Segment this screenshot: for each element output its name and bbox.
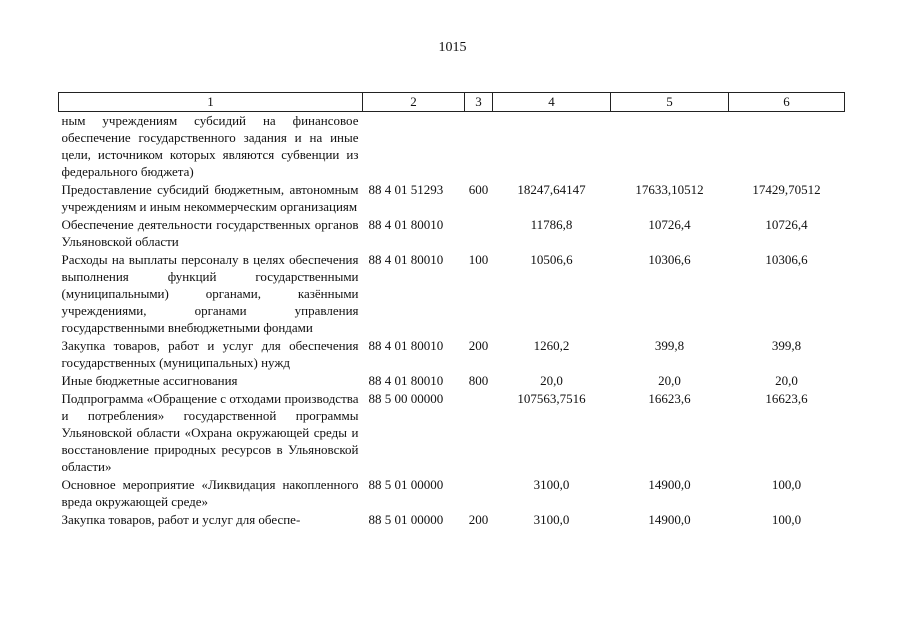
row-type [465,476,493,511]
table-row [59,511,845,529]
page-number: 1015 [438,40,467,55]
row-name: Предоставление субсидий бюджетным, автономным учреждениям и иным некоммерческим организациям [61,182,359,214]
row-name: Основное мероприятие «Ликвидация накопленного вреда окружающей среде» [61,477,359,509]
column-header-5: 5 [611,93,729,112]
row-value-4: 18247,64147 [517,182,586,197]
row-value-5 [611,112,729,182]
table-row [59,251,845,337]
row-code: 88 4 01 80010 [368,373,444,388]
row-type: 100 [468,252,489,267]
row-type [465,390,493,476]
row-value-5: 10306,6 [648,252,691,267]
table-row [59,216,845,251]
table-row [59,112,845,182]
row-name: Закупка товаров, работ и услуг для обеспечения государственных (муниципальных) нужд [61,338,359,370]
table-row [59,337,845,372]
row-code: 88 4 01 80010 [368,338,444,353]
column-header-6: 6 [729,93,845,112]
row-code: 88 5 01 00000 [368,512,444,527]
row-type: 600 [468,182,489,197]
row-name: Иные бюджетные ассигнования [61,373,238,388]
row-code: 88 5 00 00000 [368,391,444,406]
row-value-4: 11786,8 [530,217,573,232]
row-type: 800 [468,373,489,388]
budget-table [58,92,845,529]
row-code [363,112,465,182]
row-value-5: 16623,6 [648,391,691,406]
row-value-6 [729,112,845,182]
row-value-4 [493,112,611,182]
row-value-6: 399,8 [771,338,802,353]
row-type [465,216,493,251]
row-value-4: 3100,0 [533,477,570,492]
row-name: Обеспечение деятельности государственных органов Ульяновской области [61,217,359,249]
row-code: 88 5 01 00000 [368,477,444,492]
row-value-5: 14900,0 [648,512,691,527]
row-name: Закупка товаров, работ и услуг для обеспе- [61,512,301,527]
row-name: Расходы на выплаты персоналу в целях обеспечения выполнения функций государственными (муниципальными) органами, казёнными учреждениями, органами управления государственными внебюджетными фондами [61,252,359,335]
row-value-4: 1260,2 [533,338,570,353]
table-row [59,476,845,511]
row-value-6: 16623,6 [765,391,808,406]
column-header-3: 3 [465,93,493,112]
row-type: 200 [468,512,489,527]
row-value-4: 20,0 [540,373,563,388]
row-value-4: 3100,0 [533,512,570,527]
row-value-6: 10306,6 [765,252,808,267]
row-value-6: 10726,4 [765,217,808,232]
row-value-5: 399,8 [654,338,685,353]
row-value-5: 17633,10512 [635,182,704,197]
row-value-6: 100,0 [771,477,802,492]
row-value-6: 17429,70512 [752,182,821,197]
column-header-4: 4 [493,93,611,112]
row-name: ным учреждениям субсидий на финансовое обеспечение государственного задания и на иные цели, источником которых являются субвенции из федерального бюджета) [61,113,359,179]
row-code: 88 4 01 80010 [368,217,444,232]
table-row [59,390,845,476]
row-code: 88 4 01 80010 [368,252,444,267]
row-value-6: 100,0 [771,512,802,527]
row-type: 200 [468,338,489,353]
row-code: 88 4 01 51293 [368,182,444,197]
row-value-5: 20,0 [658,373,681,388]
table-row [59,181,845,216]
row-value-6: 20,0 [775,373,798,388]
column-header-2: 2 [363,93,465,112]
row-value-4: 107563,7516 [517,391,586,406]
row-name: Подпрограмма «Обращение с отходами производства и потребления» государственной программы Ульяновской области «Охрана окружающей среды и восстановление природных ресурсов в Ульяновской области» [61,391,359,474]
table-row [59,372,845,390]
row-value-5: 10726,4 [648,217,691,232]
row-value-4: 10506,6 [530,252,573,267]
row-value-5: 14900,0 [648,477,691,492]
row-type [465,112,493,182]
header-row [59,93,845,112]
column-header-1: 1 [59,93,363,112]
